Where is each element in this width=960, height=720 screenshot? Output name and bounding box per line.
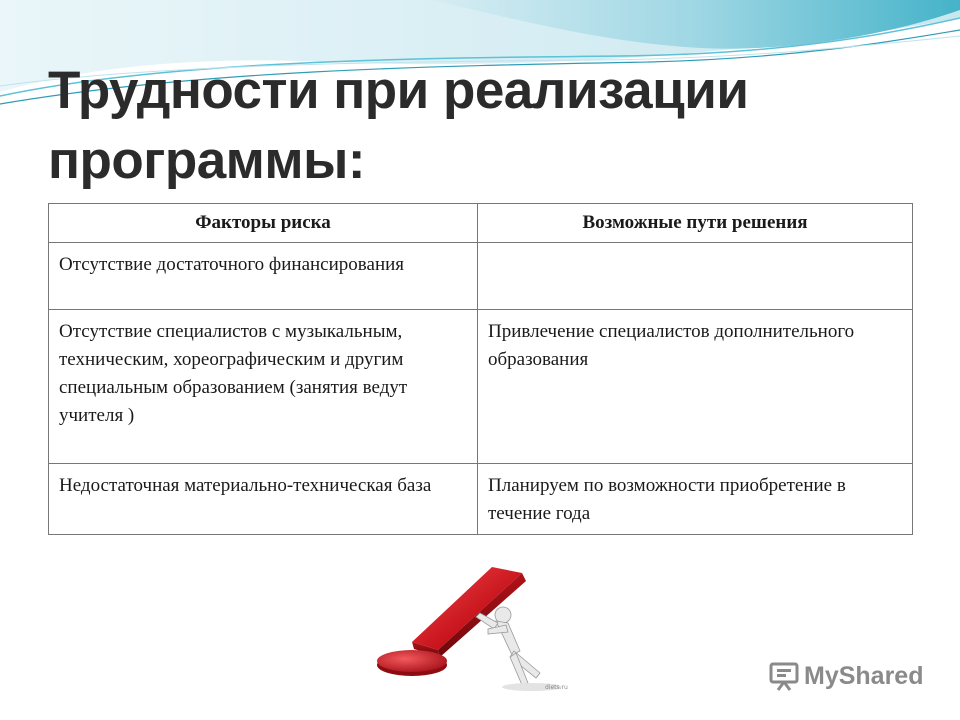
exclamation-mark-figure-icon — [360, 547, 600, 697]
watermark-text: MyShared — [804, 661, 924, 690]
myshared-watermark — [768, 660, 923, 692]
table-row — [49, 310, 913, 464]
table-row — [49, 464, 913, 535]
risk-factor-cell: Отсутствие достаточного финансирования — [49, 243, 478, 310]
risk-factor-cell: Недостаточная материально-техническая база — [49, 464, 478, 535]
risk-factor-cell: Отсутствие специалистов с музыкальным, техническим, хореографическим и другим специальным образованием (занятия ведут учителя ) — [49, 310, 478, 464]
presentation-board-icon — [768, 660, 800, 692]
table-header-row — [49, 204, 913, 243]
table-row — [49, 243, 913, 310]
solution-cell: Привлечение специалистов дополнительного образования — [478, 310, 913, 464]
header-risk-factors: Факторы риска — [49, 204, 478, 243]
risk-table — [48, 203, 913, 535]
illustration-credit: diets.ru — [545, 684, 568, 691]
solution-cell — [478, 243, 913, 310]
slide-title: Трудности при реализации программы: — [48, 61, 749, 190]
solution-cell: Планируем по возможности приобретение в течение года — [478, 464, 913, 535]
header-solutions: Возможные пути решения — [478, 204, 913, 243]
